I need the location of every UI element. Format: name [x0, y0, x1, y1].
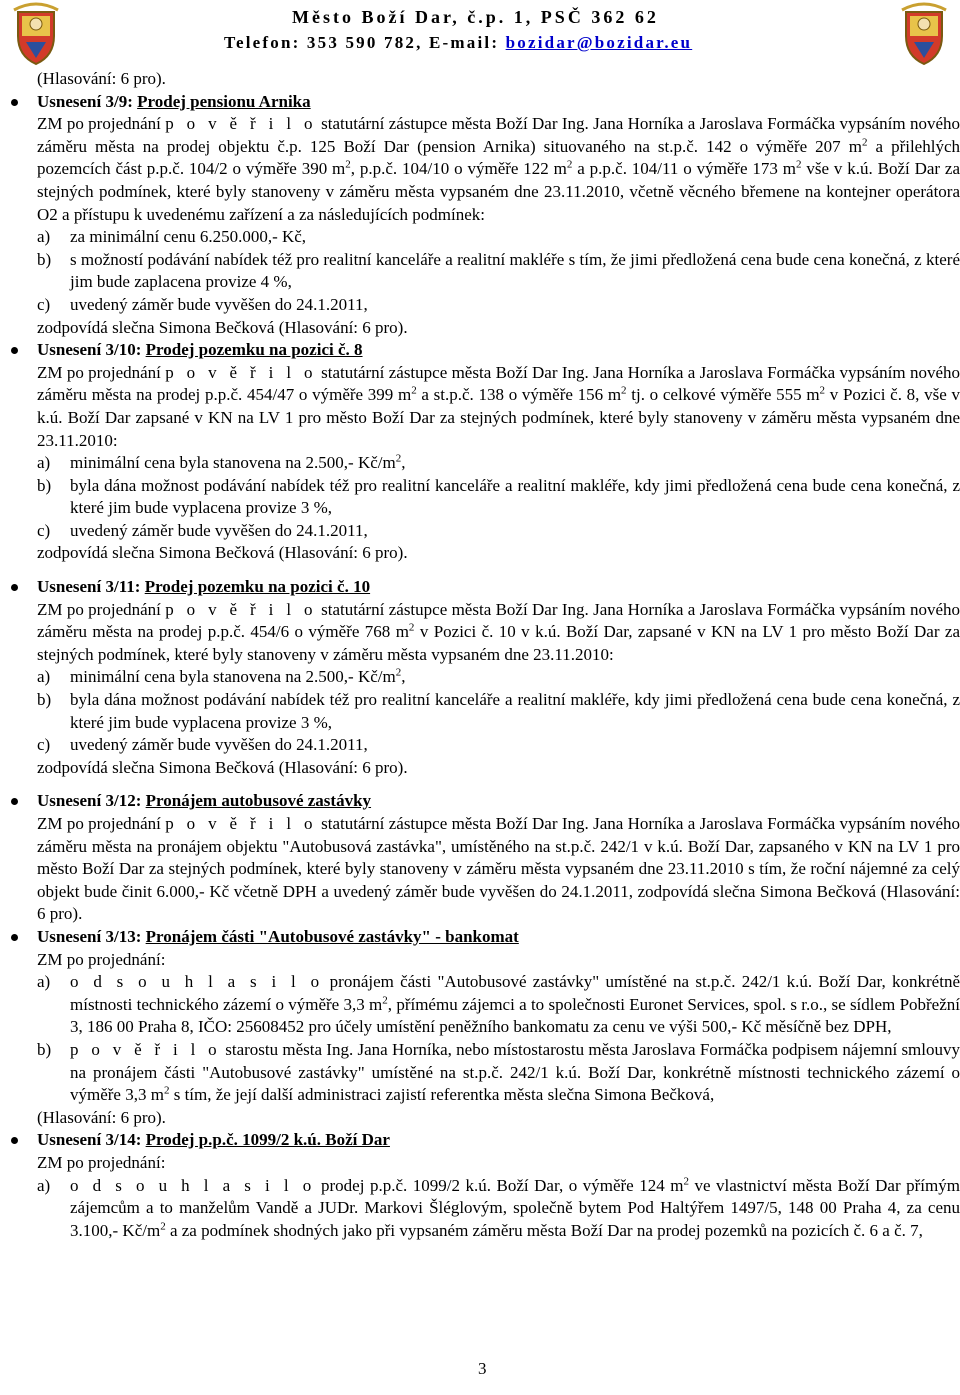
condition-a: a) o d s o u h l a s i l o pronájem části "Autobusové zastávky" umístěné na st.p.č. 242/1 k.ú. Boží Dar, konkrétně místnosti technického zázemí o výměře 3,3 $m^2$, přímému zájemci a to společnosti Euronet Services, spol. s r.o., se sídlem Pobřežní 3, 186 00 Praha 8, IČO: 25608452 pro účely umístění peněžního bankomatu za cenu ve výši 500,- Kč měsíčně bez DPH, [37, 972, 960, 1037]
resolution-3-11 [37, 576, 960, 779]
resolution-text: ZM po projednání p o v ě ř i l o statutární zástupce města Boží Dar Ing. Jana Horníka a Jaroslava Formáčka vypsáním nového záměru města na prodej p.p.č. 454/47 o výměře 399 $m^2$ a st.p.č. 138 o výměře 156 $m^2$ tj. o celkové výměře 555 $m^2$ v Pozici č. 8, vše v k.ú. Boží Dar zapsané v KN na LV 1 pro město Boží Dar za stejných podmínek, které byly stanoveny v záměru města vypsaném dne 23.11.2010: [37, 362, 960, 450]
bullet-icon [11, 584, 18, 591]
document-body [37, 68, 960, 1242]
resolution-title: Prodej pozemku na pozici č. 10 [144, 577, 371, 597]
responsible-person: zodpovídá slečna Simona Bečková (Hlasování: 6 pro). [37, 543, 408, 563]
resolution-label: Usnesení 3/14: [37, 1130, 146, 1150]
responsible-person: zodpovídá slečna Simona Bečková (Hlasování: 6 pro). [37, 317, 408, 337]
resolution-3-14 [37, 1129, 960, 1242]
resolution-heading [37, 1129, 960, 1152]
condition-b: b) byla dána možnost podávání nabídek též pro realitní kanceláře a realitní makléře, kdy jimi předložená cena bude cena konečná, z které jim bude vyplacena provize 3 %, [37, 475, 960, 518]
resolution-heading [37, 339, 960, 362]
bullet-icon [11, 934, 18, 941]
resolution-label: Usnesení 3/9: [37, 91, 138, 111]
resolution-3-9 [37, 91, 960, 340]
letterhead-contact [224, 32, 692, 55]
condition-b: b) byla dána možnost podávání nabídek též pro realitní kanceláře a realitní makléře, kdy jimi předložená cena bude cena konečná, z které jim bude vyplacena provize 3 %, [37, 690, 960, 732]
condition-b: b) p o v ě ř i l o starostu města Ing. Jana Horníka, nebo místostarostu města Jaroslava Formáčka podpisem nájemní smlouvy na pronájem části "Autobusové zastávky" umístěné na st.p.č. 242/1 k.ú. Boží Dar, konkrétně místnosti technického zázemí o výměře 3,3 $m^2$ s tím, že její další administraci zajistí referentka města slečna Simona Bečková, [37, 1039, 960, 1105]
resolution-text: ZM po projednání p o v ě ř i l o statutární zástupce města Boží Dar Ing. Jana Horníka a Jaroslava Formáčka vypsáním nového záměru města na prodej objektu č.p. 125 Boží Dar (pension Arnika) situovaného na st.p.č. 142 o výměře 207 $m^2$ a přilehlých pozemcích část p.p.č. 104/2 o výměře 390 $m^2$, p.p.č. 104/10 o výměře 122 $m^2$ a p.p.č. 104/11 o výměře 173 $m^2$ vše v k.ú. Boží Dar za stejných podmínek, které byly stanoveny v záměru města vypsaném dne 23.11.2010, včetně věcného břemene na kontejner operátora O2 a přístupu k uvedenému zařízení a za následujících podmínek: [37, 114, 960, 224]
bullet-icon [11, 347, 18, 354]
resolution-label: Usnesení 3/12: [37, 791, 146, 811]
resolution-text: ZM po projednání p o v ě ř i l o statutární zástupce města Boží Dar Ing. Jana Horníka a Jaroslava Formáčka vypsáním nového záměru města na pronájem objektu "Autobusová zastávka", umístěného na st.p.č. 242/1 v k.ú. Boží Dar, zapsaného v KN na LV 1 pro město Boží Dar za stejných podmínek, které byly stanoveny v záměru města vypsaném dne 23.11.2010 s tím, že roční nájemné za celý objekt bude činit 6.000,- Kč včetně DPH a uvedený záměr bude vyvěšen do 24.1.2011, zodpovídá slečna Simona Bečková (Hlasování: 6 pro). [37, 814, 960, 924]
resolution-intro: ZM po projednání: [37, 1152, 166, 1172]
resolution-heading [37, 926, 960, 949]
condition-b: b) s možností podávání nabídek též pro realitní kanceláře a realitní makléře s tím, že jimi předložená cena bude cena konečná, z které jim bude zaplacena provize 4 %, [37, 249, 960, 292]
resolution-3-10 [37, 339, 960, 565]
condition-a: a) minimální cena byla stanovena na 2.500,- $Kč/m^2$, [37, 666, 406, 687]
resolution-title: Prodej pensionu Arnika [137, 91, 311, 111]
resolution-title: Prodej pozemku na pozici č. 8 [145, 340, 363, 360]
resolution-heading [37, 91, 960, 114]
resolution-intro: ZM po projednání: [37, 949, 166, 969]
resolution-title: Pronájem části "Autobusové zastávky" - bankomat [145, 926, 519, 946]
coat-of-arms-icon [8, 2, 64, 66]
condition-a: a) o d s o u h l a s i l o prodej p.p.č. 1099/2 k.ú. Boží Dar, o výměře 124 $m^2$ ve vlastnictví města Boží Dar přímým zájemcům a to manželům Vandě a JUDr. Markovi Šléglovým, společně bytem Pod Haltýřem 1497/5, 148 00 Praha 4, za cenu 3.100,- $Kč/m^2$ a za podmínek shodných jako při vypsaném záměru města Boží Dar na prodej pozemků na pozicích č. 6 a č. 7, [37, 1174, 960, 1240]
condition-c: c) uvedený záměr bude vyvěšen do 24.1.2011, [37, 735, 368, 755]
resolution-3-12 [37, 790, 960, 926]
resolution-label: Usnesení 3/11: [37, 577, 145, 597]
email-link[interactable]: bozidar@bozidar.eu [505, 33, 693, 52]
letterhead [0, 0, 960, 70]
bullet-icon [11, 798, 18, 805]
bullet-icon [11, 99, 18, 106]
resolution-label: Usnesení 3/10: [37, 340, 146, 360]
condition-a: a) za minimální cenu 6.250.000,- Kč, [37, 227, 307, 247]
condition-c: c) uvedený záměr bude vyvěšen do 24.1.2011, [37, 520, 368, 540]
page-number: 3 [478, 1359, 487, 1378]
condition-c: c) uvedený záměr bude vyvěšen do 24.1.2011, [37, 294, 368, 314]
resolution-3-13 [37, 926, 960, 1129]
condition-a: a) minimální cena byla stanovena na 2.500,- $Kč/m^2$, [37, 452, 406, 473]
resolution-title: Pronájem autobusové zastávky [145, 791, 372, 811]
resolution-text: ZM po projednání p o v ě ř i l o statutární zástupce města Boží Dar Ing. Jana Horníka a Jaroslava Formáčka vypsáním nového záměru města na prodej p.p.č. 454/6 o výměře 768 $m^2$ v Pozici č. 10 v k.ú. Boží Dar, zapsané v KN na LV 1 pro město Boží Dar za stejných podmínek, které byly stanoveny v záměru města vypsaném dne 23.11.2010: [37, 599, 960, 664]
vote-note: (Hlasování: 6 pro). [37, 1107, 166, 1127]
resolution-heading [37, 576, 960, 599]
bullet-icon [11, 1137, 18, 1144]
coat-of-arms-icon [896, 2, 952, 66]
phone-text: Telefon: 353 590 782, E-mail: [224, 33, 506, 52]
resolution-title: Prodej p.p.č. 1099/2 k.ú. Boží Dar [145, 1130, 390, 1150]
vote-note: (Hlasování: 6 pro). [37, 69, 166, 88]
resolution-label: Usnesení 3/13: [37, 926, 146, 946]
letterhead-address: Město Boží Dar, č.p. 1, PSČ 362 62 [292, 7, 659, 27]
responsible-person: zodpovídá slečna Simona Bečková (Hlasování: 6 pro). [37, 757, 408, 777]
resolution-heading [37, 790, 960, 813]
